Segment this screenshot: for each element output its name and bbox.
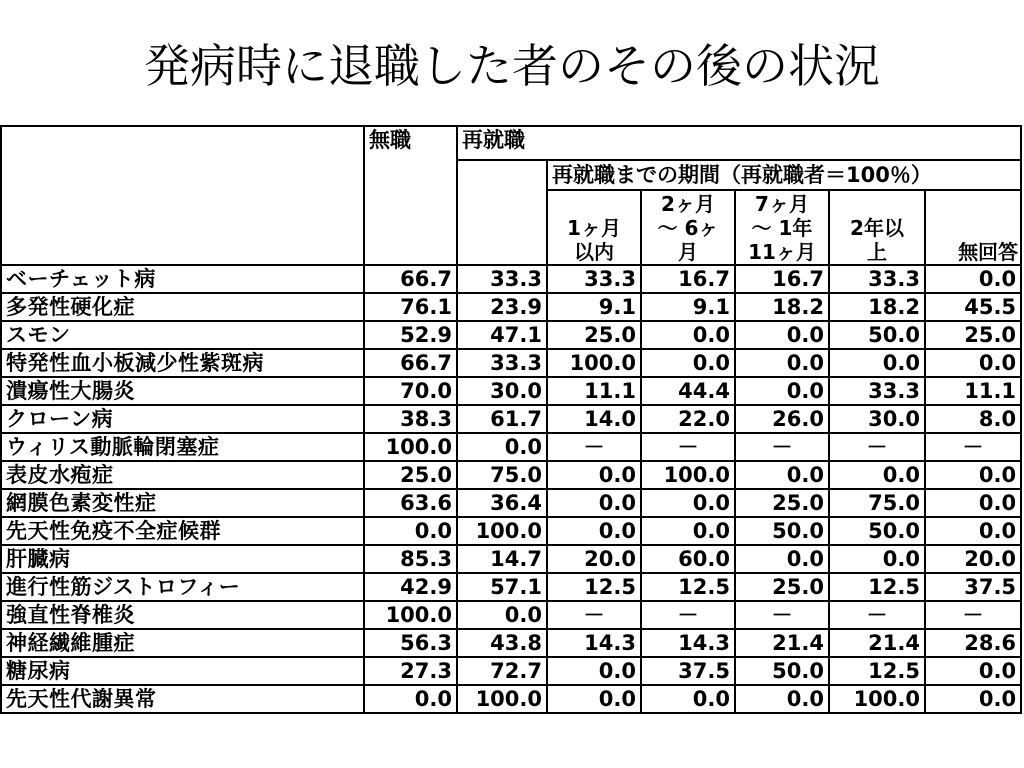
value-cell: 57.1: [457, 573, 547, 601]
disease-name: 先天性代謝異常: [1, 685, 364, 713]
value-cell: 0.0: [735, 461, 829, 489]
value-cell: 0.0: [364, 517, 457, 545]
header-period-4: [829, 190, 925, 265]
disease-name: 多発性硬化症: [1, 293, 364, 321]
value-cell: 9.1: [641, 293, 735, 321]
value-cell: 0.0: [457, 433, 547, 461]
value-cell: 100.0: [457, 517, 547, 545]
value-cell: 75.0: [457, 461, 547, 489]
value-cell: 36.4: [457, 489, 547, 517]
value-cell: 12.5: [641, 573, 735, 601]
value-cell: 0.0: [735, 321, 829, 349]
header-period-1-line1: 1ヶ月: [567, 216, 621, 240]
value-cell: 11.1: [547, 377, 641, 405]
disease-name: 潰瘍性大腸炎: [1, 377, 364, 405]
value-cell: 0.0: [925, 489, 1021, 517]
value-cell: 63.6: [364, 489, 457, 517]
header-period-1: [547, 190, 641, 265]
value-cell: －: [925, 433, 1021, 461]
value-cell: －: [641, 601, 735, 629]
disease-name: 先天性免疫不全症候群: [1, 517, 364, 545]
value-cell: 0.0: [735, 685, 829, 713]
value-cell: 76.1: [364, 293, 457, 321]
value-cell: 0.0: [735, 349, 829, 377]
value-cell: 33.3: [547, 265, 641, 293]
value-cell: 26.0: [735, 405, 829, 433]
disease-name: 強直性脊椎炎: [1, 601, 364, 629]
disease-name: 表皮水疱症: [1, 461, 364, 489]
value-cell: 28.6: [925, 629, 1021, 657]
disease-name: 神経繊維腫症: [1, 629, 364, 657]
value-cell: 37.5: [641, 657, 735, 685]
value-cell: －: [735, 601, 829, 629]
value-cell: 60.0: [641, 545, 735, 573]
disease-name: 網膜色素変性症: [1, 489, 364, 517]
table-row: [1, 461, 1021, 489]
table-row: [1, 657, 1021, 685]
value-cell: 56.3: [364, 629, 457, 657]
value-cell: 0.0: [735, 377, 829, 405]
value-cell: 50.0: [829, 517, 925, 545]
value-cell: 72.7: [457, 657, 547, 685]
header-period-4-line1: 2年以: [850, 216, 904, 240]
page-title: 発病時に退職した者のその後の状況: [144, 39, 880, 93]
value-cell: 50.0: [829, 321, 925, 349]
value-cell: 61.7: [457, 405, 547, 433]
value-cell: 0.0: [641, 517, 735, 545]
value-cell: 52.9: [364, 321, 457, 349]
value-cell: 25.0: [925, 321, 1021, 349]
table-row: [1, 405, 1021, 433]
value-cell: 100.0: [457, 685, 547, 713]
disease-name: 糖尿病: [1, 657, 364, 685]
value-cell: 0.0: [829, 349, 925, 377]
value-cell: 30.0: [829, 405, 925, 433]
header-re-employed: 再就職: [457, 126, 1021, 160]
value-cell: 23.9: [457, 293, 547, 321]
header-period-5-line1: 無回答: [958, 240, 1019, 264]
value-cell: 33.3: [457, 265, 547, 293]
value-cell: 22.0: [641, 405, 735, 433]
table-row: [1, 517, 1021, 545]
value-cell: －: [641, 433, 735, 461]
header-period: 再就職までの期間（再就職者＝100％）: [547, 160, 1021, 190]
value-cell: 21.4: [735, 629, 829, 657]
header-period-1-line2: 以内: [574, 240, 614, 264]
value-cell: 0.0: [925, 685, 1021, 713]
value-cell: 18.2: [735, 293, 829, 321]
value-cell: 33.3: [829, 377, 925, 405]
table-row: [1, 685, 1021, 713]
header-period-4-line2: 上: [867, 240, 887, 264]
value-cell: 21.4: [829, 629, 925, 657]
table-row: [1, 321, 1021, 349]
value-cell: 100.0: [641, 461, 735, 489]
value-cell: 25.0: [547, 321, 641, 349]
value-cell: 12.5: [829, 657, 925, 685]
value-cell: 37.5: [925, 573, 1021, 601]
value-cell: 0.0: [925, 265, 1021, 293]
value-cell: 47.1: [457, 321, 547, 349]
header-period-5: [925, 190, 1021, 265]
value-cell: 100.0: [364, 601, 457, 629]
value-cell: 0.0: [547, 657, 641, 685]
value-cell: 0.0: [829, 545, 925, 573]
disease-name: ウィリス動脈輪閉塞症: [1, 433, 364, 461]
table-row: [1, 265, 1021, 293]
value-cell: 0.0: [457, 601, 547, 629]
value-cell: －: [829, 601, 925, 629]
value-cell: 50.0: [735, 517, 829, 545]
table-row: [1, 601, 1021, 629]
value-cell: 38.3: [364, 405, 457, 433]
value-cell: 25.0: [735, 489, 829, 517]
value-cell: 20.0: [925, 545, 1021, 573]
value-cell: 0.0: [364, 685, 457, 713]
header-period-3: [735, 190, 829, 265]
value-cell: 20.0: [547, 545, 641, 573]
value-cell: 9.1: [547, 293, 641, 321]
header-period-2-line1: 2ヶ月: [661, 192, 715, 216]
value-cell: －: [547, 433, 641, 461]
disease-name: 肝臓病: [1, 545, 364, 573]
disease-name: スモン: [1, 321, 364, 349]
header-period-2-line2: ～ 6ヶ: [657, 216, 719, 240]
value-cell: 25.0: [364, 461, 457, 489]
table-row: [1, 377, 1021, 405]
value-cell: 33.3: [829, 265, 925, 293]
header-no-job: 無職: [364, 126, 457, 265]
value-cell: 0.0: [925, 461, 1021, 489]
value-cell: 50.0: [735, 657, 829, 685]
value-cell: 14.3: [641, 629, 735, 657]
value-cell: 11.1: [925, 377, 1021, 405]
value-cell: 0.0: [547, 685, 641, 713]
value-cell: －: [829, 433, 925, 461]
table-row: [1, 489, 1021, 517]
value-cell: 33.3: [457, 349, 547, 377]
disease-name: クローン病: [1, 405, 364, 433]
table-row: [1, 293, 1021, 321]
value-cell: 0.0: [925, 517, 1021, 545]
value-cell: 66.7: [364, 265, 457, 293]
value-cell: 45.5: [925, 293, 1021, 321]
value-cell: 0.0: [641, 489, 735, 517]
value-cell: 14.7: [457, 545, 547, 573]
value-cell: 100.0: [829, 685, 925, 713]
value-cell: 66.7: [364, 349, 457, 377]
disease-name: 特発性血小板減少性紫斑病: [1, 349, 364, 377]
value-cell: 100.0: [547, 349, 641, 377]
table-row: [1, 433, 1021, 461]
corner-cell: [1, 126, 364, 265]
header-re-employed-blank: [457, 160, 547, 265]
value-cell: 12.5: [829, 573, 925, 601]
value-cell: 75.0: [829, 489, 925, 517]
value-cell: 44.4: [641, 377, 735, 405]
value-cell: 85.3: [364, 545, 457, 573]
value-cell: 0.0: [925, 349, 1021, 377]
value-cell: 14.0: [547, 405, 641, 433]
value-cell: 0.0: [925, 657, 1021, 685]
table-row: [1, 573, 1021, 601]
value-cell: 16.7: [735, 265, 829, 293]
header-period-3-line3: 11ヶ月: [748, 240, 816, 264]
value-cell: 14.3: [547, 629, 641, 657]
value-cell: 0.0: [547, 489, 641, 517]
value-cell: 30.0: [457, 377, 547, 405]
value-cell: 27.3: [364, 657, 457, 685]
value-cell: 70.0: [364, 377, 457, 405]
table-row: [1, 629, 1021, 657]
value-cell: 100.0: [364, 433, 457, 461]
value-cell: 43.8: [457, 629, 547, 657]
disease-name: 進行性筋ジストロフィー: [1, 573, 364, 601]
value-cell: 25.0: [735, 573, 829, 601]
value-cell: －: [547, 601, 641, 629]
value-cell: 42.9: [364, 573, 457, 601]
value-cell: 0.0: [829, 461, 925, 489]
value-cell: 0.0: [547, 517, 641, 545]
header-period-2: [641, 190, 735, 265]
value-cell: 0.0: [735, 545, 829, 573]
status-table: [0, 125, 1022, 714]
value-cell: 0.0: [547, 461, 641, 489]
disease-name: ベーチェット病: [1, 265, 364, 293]
header-period-2-line3: 月: [678, 240, 698, 264]
value-cell: 8.0: [925, 405, 1021, 433]
header-period-3-line1: 7ヶ月: [755, 192, 809, 216]
header-period-3-line2: ～ 1年: [751, 216, 813, 240]
table-row: [1, 545, 1021, 573]
value-cell: 0.0: [641, 349, 735, 377]
value-cell: －: [925, 601, 1021, 629]
value-cell: 0.0: [641, 685, 735, 713]
value-cell: 12.5: [547, 573, 641, 601]
table-row: [1, 349, 1021, 377]
value-cell: 18.2: [829, 293, 925, 321]
value-cell: 0.0: [641, 321, 735, 349]
value-cell: －: [735, 433, 829, 461]
value-cell: 16.7: [641, 265, 735, 293]
